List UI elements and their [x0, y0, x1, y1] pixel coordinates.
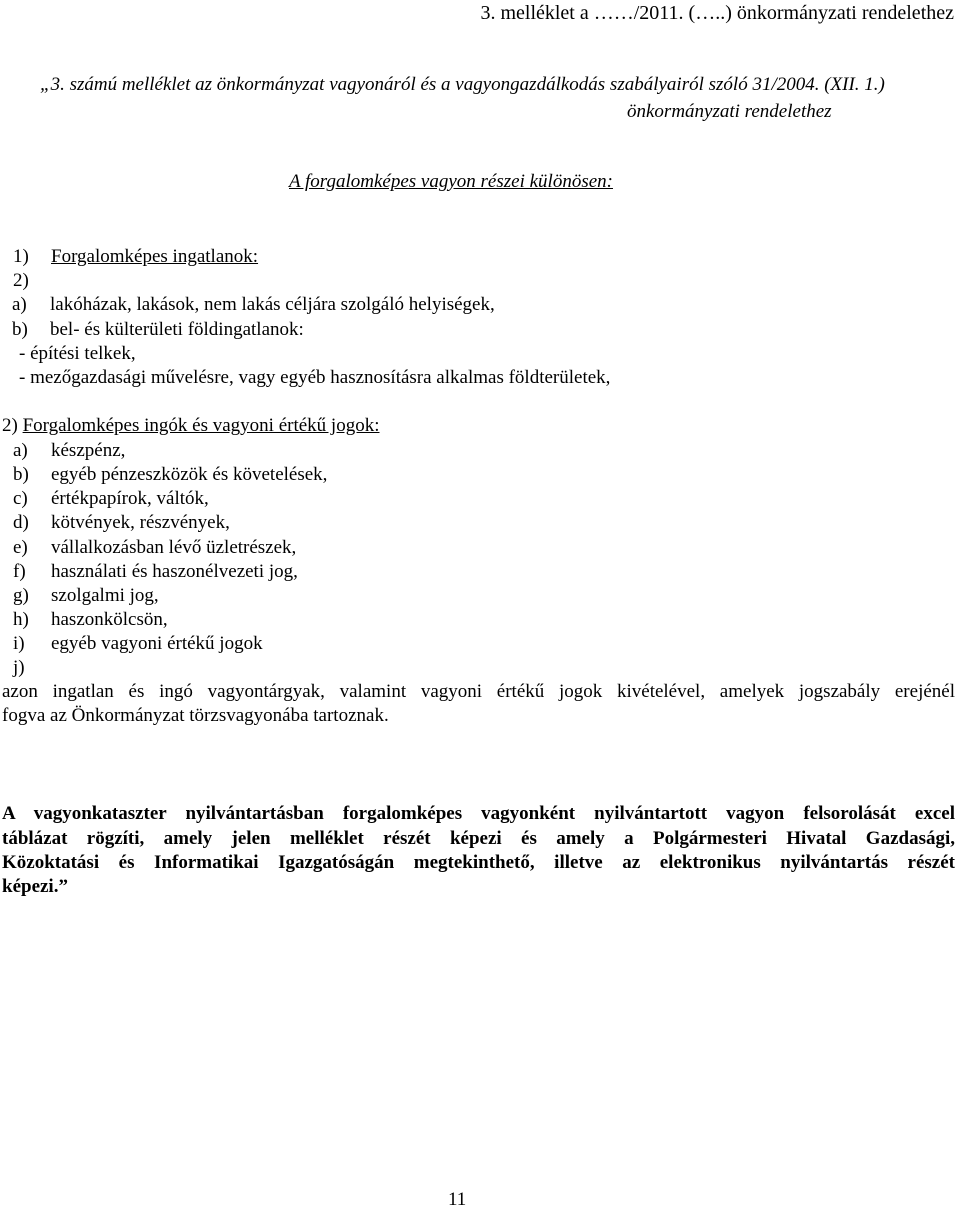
- list-text: bel- és külterületi földingatlanok:: [50, 319, 304, 340]
- list-heading: Forgalomképes ingatlanok:: [51, 246, 259, 267]
- list-marker: 2): [13, 270, 29, 291]
- list-item: [12, 318, 304, 341]
- list-item: [12, 293, 495, 316]
- list-text: egyéb pénzeszközök és követelések,: [51, 464, 328, 485]
- list-marker: g): [13, 585, 29, 606]
- list-item: [13, 487, 209, 510]
- list-marker: c): [13, 488, 28, 509]
- list-text: értékpapírok, váltók,: [51, 488, 209, 509]
- annex-reference: „3. számú melléklet az önkormányzat vagyonáról és a vagyongazdálkodás szabályairól szóló 31/2004. (XII. 1.): [40, 74, 885, 95]
- list-marker: 2): [2, 415, 18, 436]
- list-heading: Forgalomképes ingók és vagyoni értékű jogok:: [22, 415, 380, 436]
- list-marker: a): [13, 440, 28, 461]
- body-paragraph-line: fogva az Önkormányzat törzsvagyonába tartoznak.: [2, 705, 389, 726]
- list-item: [13, 536, 296, 559]
- list-text: egyéb vagyoni értékű jogok: [51, 633, 263, 654]
- list-marker: a): [12, 294, 27, 315]
- dash-item: - építési telkek,: [19, 343, 136, 364]
- list-item: [2, 414, 379, 437]
- bold-paragraph-line: táblázat rögzíti, amely jelen melléklet részét képezi és amely a Polgármesteri Hivatal Gazdasági,: [2, 828, 955, 849]
- list-item: [13, 632, 263, 655]
- bold-paragraph-line: Közoktatási és Informatikai Igazgatóságán megtekinthető, illetve az elektronikus nyilvántartás részét: [2, 852, 955, 873]
- list-marker: h): [13, 609, 29, 630]
- body-paragraph-line: azon ingatlan és ingó vagyontárgyak, valamint vagyoni értékű jogok kivételével, amelyek jogszabály erejénél: [2, 681, 955, 702]
- list-marker: d): [13, 512, 29, 533]
- list-text: kötvények, részvények,: [51, 512, 230, 533]
- list-item: [13, 560, 298, 583]
- document-header: 3. melléklet a ……/2011. (…..) önkormányzati rendelethez: [480, 2, 954, 24]
- list-item: [13, 656, 51, 679]
- list-marker: b): [13, 464, 29, 485]
- list-text: lakóházak, lakások, nem lakás céljára szolgáló helyiségek,: [50, 294, 495, 315]
- list-item: [13, 439, 125, 462]
- bold-paragraph-line: A vagyonkataszter nyilvántartásban forgalomképes vagyonként nyilvántartott vagyon felsorolását excel: [2, 803, 955, 824]
- list-item: [13, 245, 258, 268]
- list-item: [13, 511, 230, 534]
- list-marker: i): [13, 633, 25, 654]
- section-title: A forgalomképes vagyon részei különösen:: [289, 171, 613, 192]
- list-marker: 1): [13, 246, 29, 267]
- list-item: [13, 463, 327, 486]
- list-text: vállalkozásban lévő üzletrészek,: [51, 537, 297, 558]
- list-item: [13, 584, 159, 607]
- list-item: [13, 269, 51, 292]
- bold-paragraph-line: képezi.”: [2, 876, 68, 897]
- list-item: [13, 608, 168, 631]
- list-marker: j): [13, 657, 25, 678]
- list-marker: f): [13, 561, 26, 582]
- list-text: haszonkölcsön,: [51, 609, 168, 630]
- list-text: szolgalmi jog,: [51, 585, 159, 606]
- list-marker: b): [12, 319, 28, 340]
- page-number: 11: [448, 1189, 467, 1210]
- annex-reference-continued: önkormányzati rendelethez: [627, 101, 832, 122]
- list-text: készpénz,: [51, 440, 126, 461]
- dash-item: - mezőgazdasági művelésre, vagy egyéb hasznosításra alkalmas földterületek,: [19, 367, 611, 388]
- list-marker: e): [13, 537, 28, 558]
- list-text: használati és haszonélvezeti jog,: [51, 561, 298, 582]
